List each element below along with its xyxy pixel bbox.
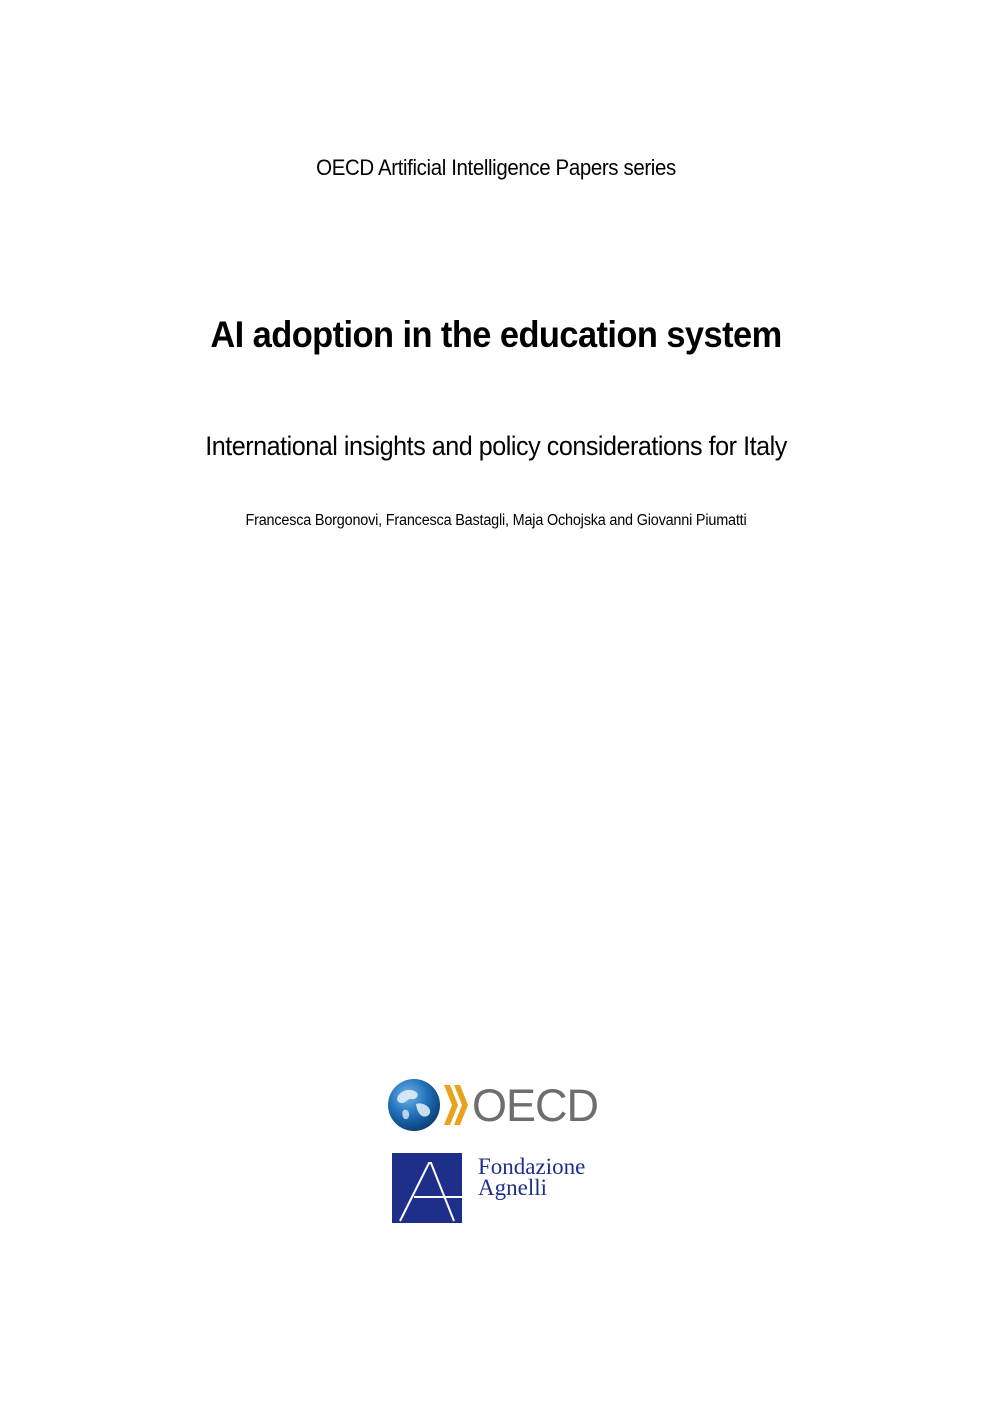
oecd-wordmark: OECD	[472, 1080, 599, 1131]
report-subtitle: International insights and policy considerations for Italy	[205, 431, 787, 461]
report-title: AI adoption in the education system	[210, 314, 782, 355]
agnelli-wordmark: Agnelli	[478, 1175, 547, 1200]
chevron-marks-icon	[444, 1085, 468, 1125]
fondazione-agnelli-logo	[392, 1151, 602, 1225]
globe-icon	[388, 1079, 440, 1131]
fondazione-wordmark: Fondazione	[478, 1154, 586, 1179]
author-list: Francesca Borgonovi, Francesca Bastagli, Maja Ochojska and Giovanni Piumatti	[245, 512, 747, 529]
agnelli-a-mark-icon	[392, 1153, 462, 1223]
series-name: OECD Artificial Intelligence Papers series	[316, 155, 676, 180]
oecd-logo	[386, 1076, 606, 1134]
